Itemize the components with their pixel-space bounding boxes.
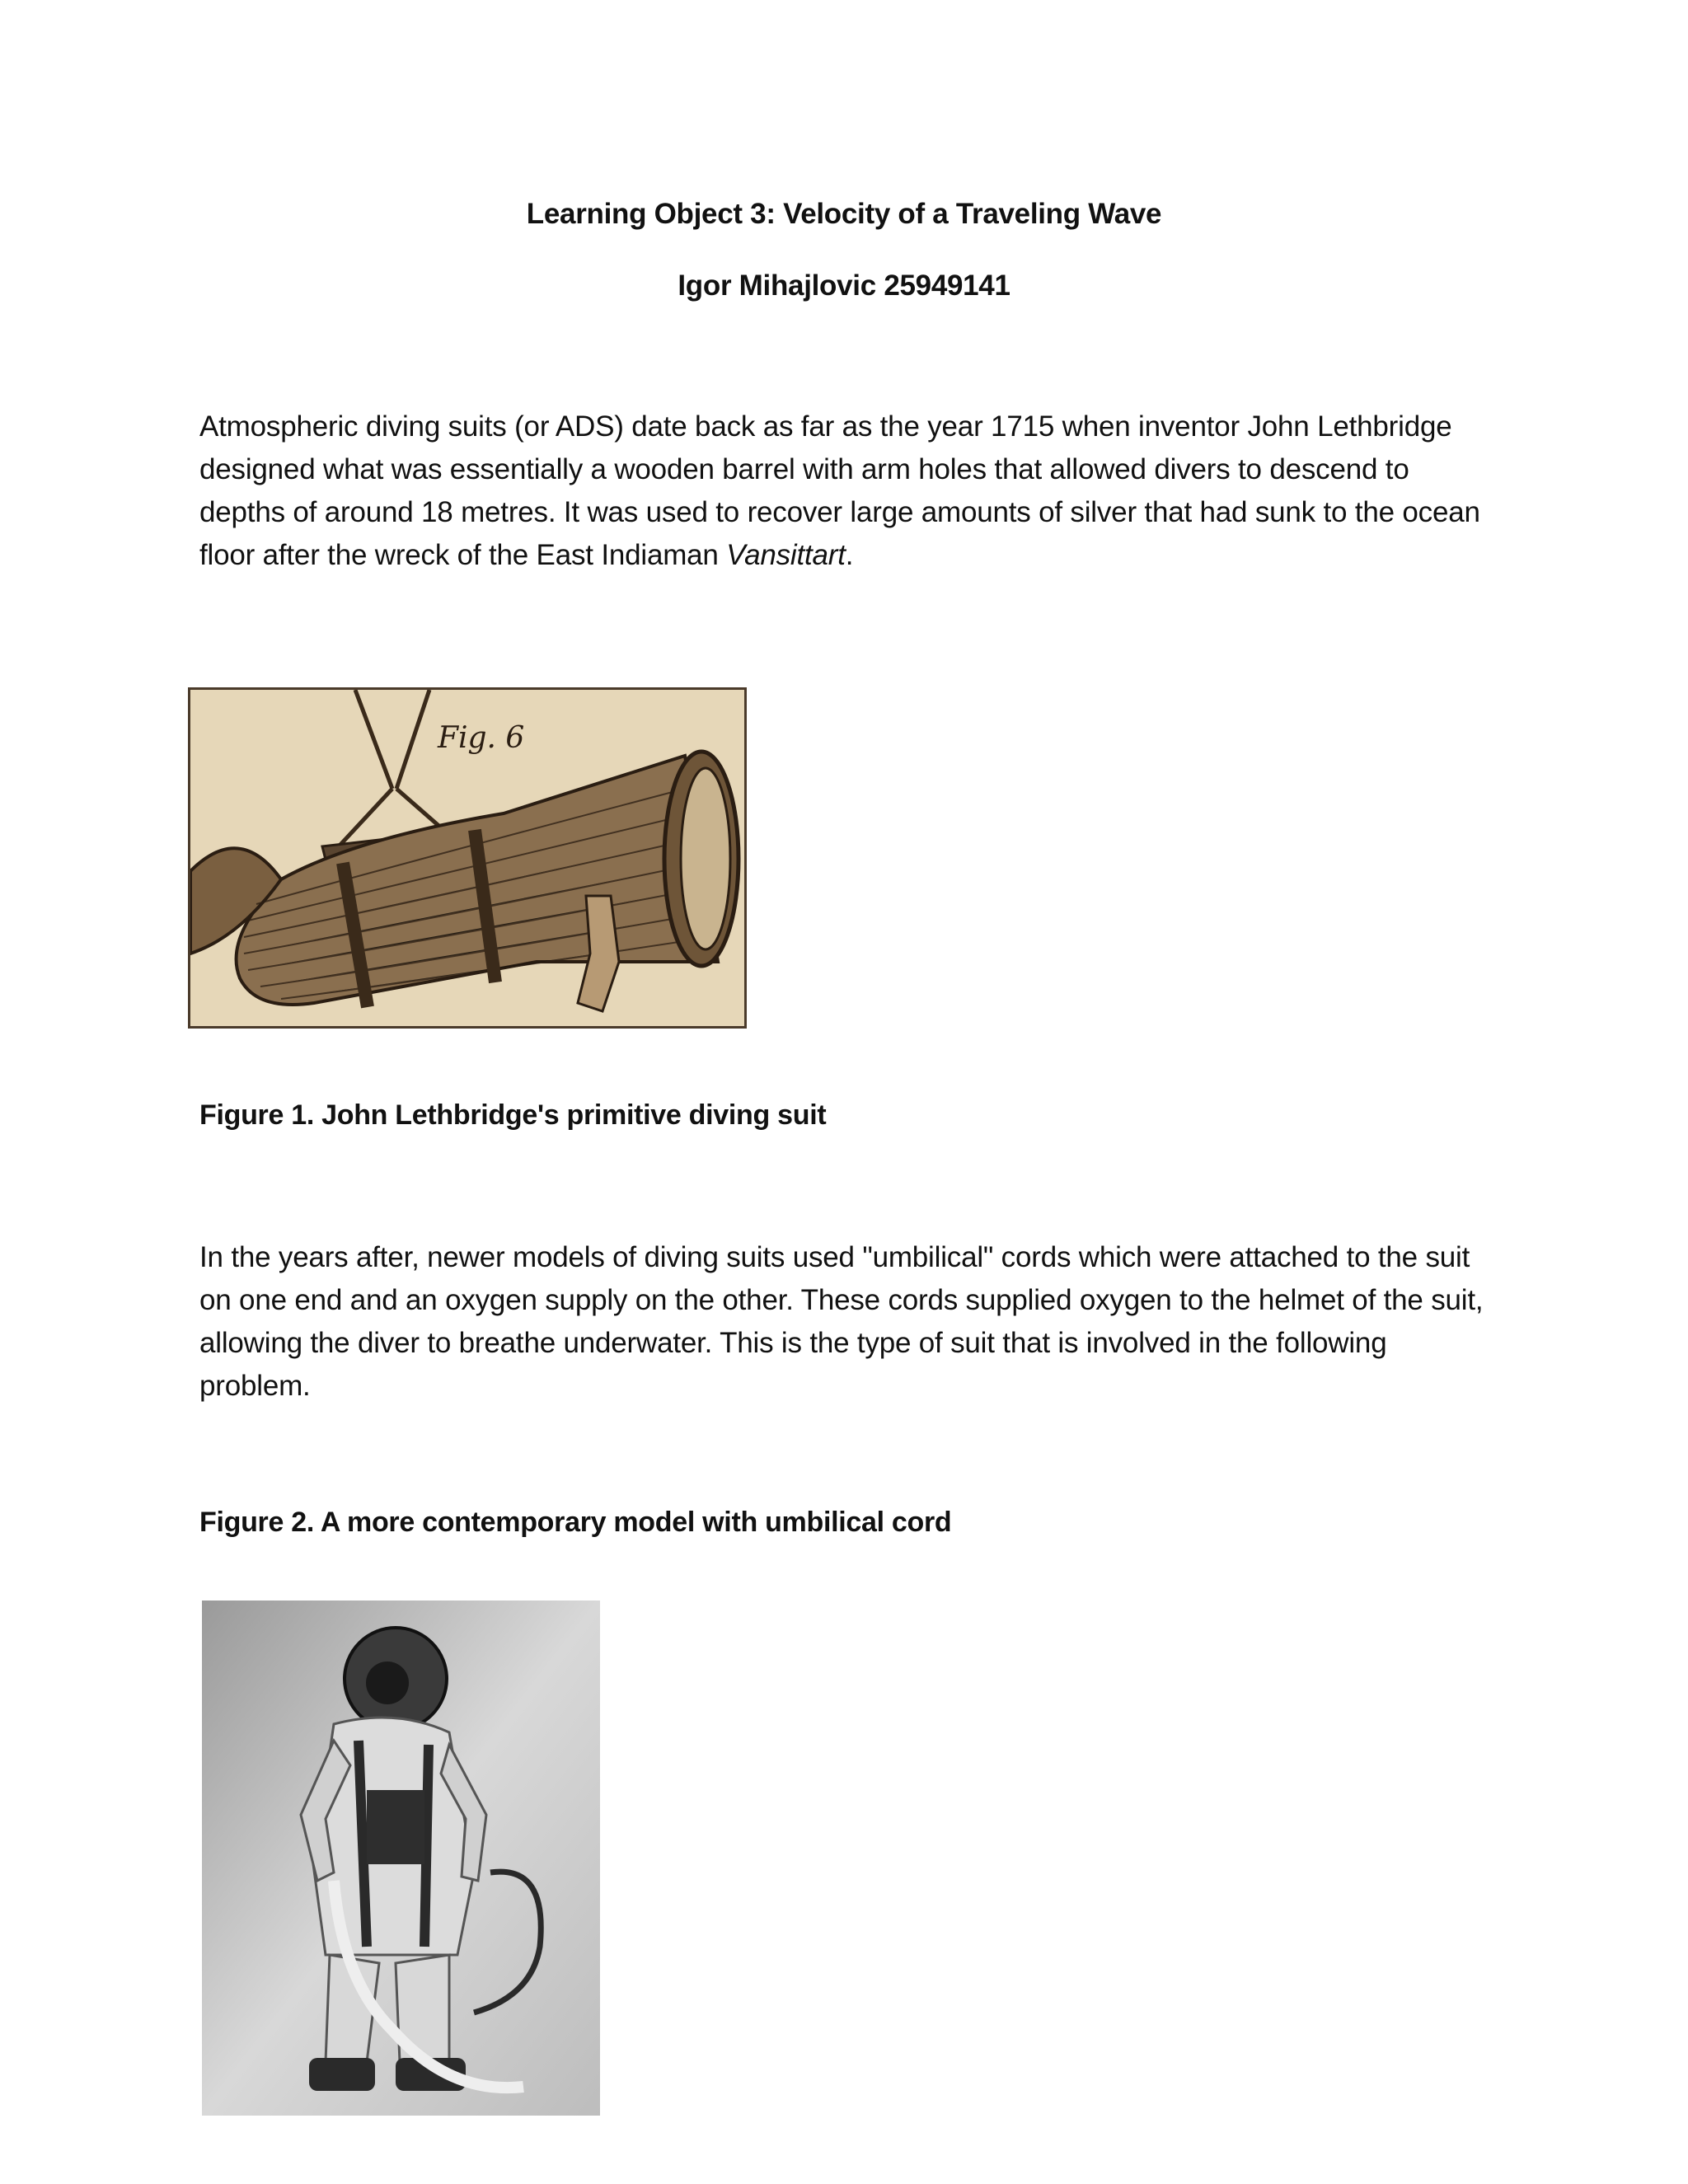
author-line: Igor Mihajlovic 25949141 (678, 269, 1010, 302)
figure-2-image (202, 1601, 600, 2116)
intro-paragraph-end: . (845, 539, 854, 571)
figure-2-caption: Figure 2. A more contemporary model with umbilical cord (199, 1507, 952, 1538)
page-title: Learning Object 3: Velocity of a Traveling Wave (526, 198, 1162, 230)
umbilical-paragraph: In the years after, newer models of diving suits used "umbilical" cords which were attached to the suit on one end and an oxygen supply on the other. These cords supplied oxygen to the helmet of the suit, allowing the diver to breathe underwater. This is the type of suit that is involved in the following problem. (199, 1241, 1484, 1402)
intro-paragraph-text: Atmospheric diving suits (or ADS) date back as far as the year 1715 when inventor John Lethbridge designed what was essentially a wooden barrel with arm holes that allowed divers to descend to depths of around 18 metres. It was used to recover large amounts of silver that had sunk to the ocean floor after the wreck of the East Indiaman (199, 410, 1480, 571)
intro-paragraph (199, 405, 1502, 577)
diver-photo (202, 1601, 600, 2116)
engraving-label: Fig. 6 (438, 721, 525, 755)
figure-1-image (188, 687, 747, 1029)
figure-1-caption: Figure 1. John Lethbridge's primitive diving suit (199, 1099, 827, 1131)
ship-name: Vansittart (726, 539, 846, 571)
diving-barrel-engraving (190, 690, 744, 1026)
